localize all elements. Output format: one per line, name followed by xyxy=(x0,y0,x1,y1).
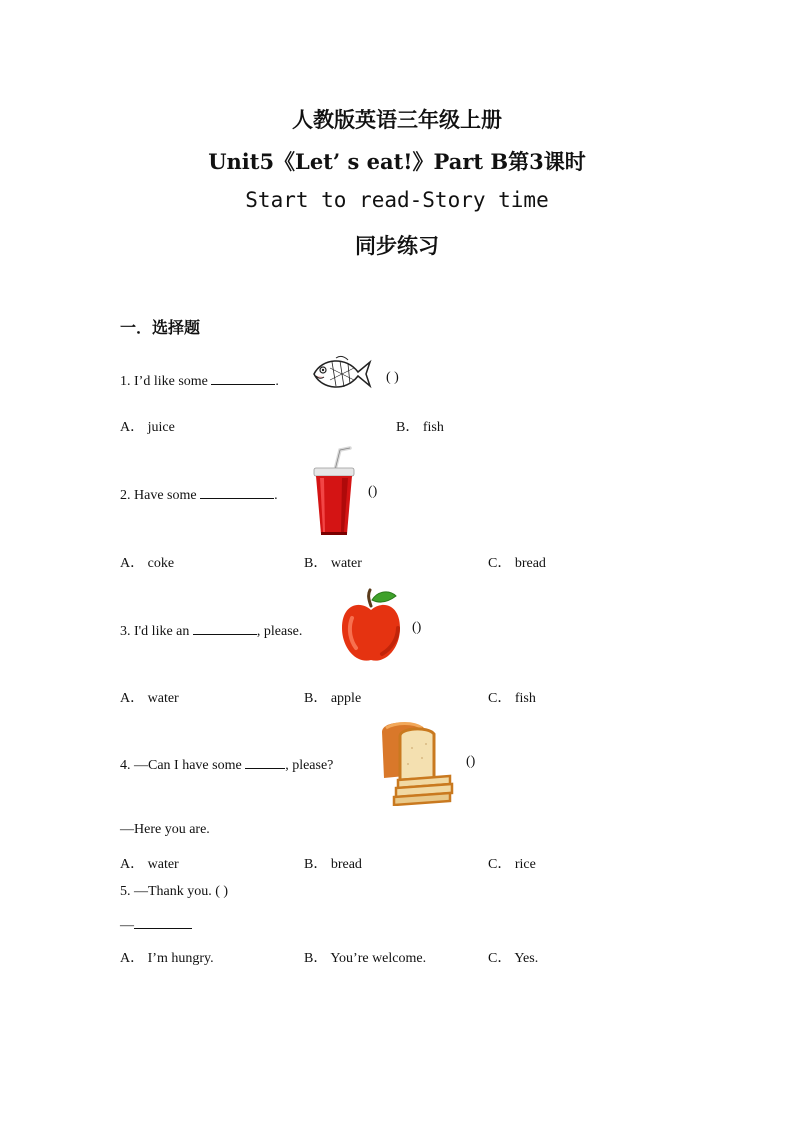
answer-bracket: () xyxy=(466,754,476,769)
section-title: 一．选择题 xyxy=(120,318,201,337)
option-a[interactable]: A． juice xyxy=(120,420,175,435)
option-c[interactable]: C． Yes. xyxy=(488,951,539,966)
question-number: 2. xyxy=(120,488,131,503)
question-text: Have some xyxy=(134,488,197,503)
option-c[interactable]: C． fish xyxy=(488,691,536,706)
question-2 xyxy=(120,484,278,504)
answer-bracket: () xyxy=(412,620,422,635)
question-text: I’d like some xyxy=(134,374,208,389)
reply-line: — xyxy=(120,914,192,934)
option-b[interactable]: B． apple xyxy=(304,691,362,706)
option-a[interactable]: A． I’m hungry. xyxy=(120,951,214,966)
option-c[interactable]: C． rice xyxy=(488,857,536,872)
option-b[interactable]: B． water xyxy=(304,556,362,571)
question-number: 3. xyxy=(120,624,131,639)
option-a[interactable]: A． water xyxy=(120,691,179,706)
answer-bracket: () xyxy=(368,484,378,499)
reply-line: —Here you are. xyxy=(120,822,210,837)
question-number: 4. xyxy=(120,758,131,773)
coke-cup-icon xyxy=(310,446,358,538)
question-3 xyxy=(120,620,302,640)
question-5 xyxy=(120,884,228,900)
question-text: —Can I have some xyxy=(134,758,242,773)
question-1 xyxy=(120,370,279,390)
answer-blank[interactable] xyxy=(211,370,275,385)
answer-blank[interactable] xyxy=(245,754,285,769)
answer-blank[interactable] xyxy=(200,484,274,499)
option-a[interactable]: A． water xyxy=(120,857,179,872)
question-text: —Thank you. ( ) xyxy=(134,884,229,899)
answer-bracket: ( ) xyxy=(386,370,399,385)
option-a[interactable]: A． coke xyxy=(120,556,175,571)
question-text-end: . xyxy=(275,374,279,389)
title-line-3: Start to read-Story time xyxy=(245,188,549,212)
option-c[interactable]: C． bread xyxy=(488,556,546,571)
question-text: I'd like an xyxy=(134,624,190,639)
option-b[interactable]: B． You’re welcome. xyxy=(304,951,427,966)
question-number: 1. xyxy=(120,374,131,389)
fish-icon xyxy=(310,354,372,394)
question-text-end: , please? xyxy=(285,758,334,773)
question-text-end: , please. xyxy=(256,624,303,639)
question-4 xyxy=(120,754,333,774)
question-text-end: . xyxy=(274,488,278,503)
apple-icon xyxy=(338,588,404,666)
answer-blank[interactable] xyxy=(134,914,192,929)
title-line-2: Unit5《Let’ s eat!》Part B第3课时 xyxy=(208,149,586,174)
question-number: 5. xyxy=(120,884,131,899)
option-b[interactable]: B． bread xyxy=(304,857,362,872)
answer-blank[interactable] xyxy=(193,620,257,635)
bread-icon xyxy=(376,718,456,806)
title-line-1: 人教版英语三年级上册 xyxy=(292,107,502,132)
title-line-4: 同步练习 xyxy=(355,233,439,258)
option-b[interactable]: B． fish xyxy=(396,420,444,435)
